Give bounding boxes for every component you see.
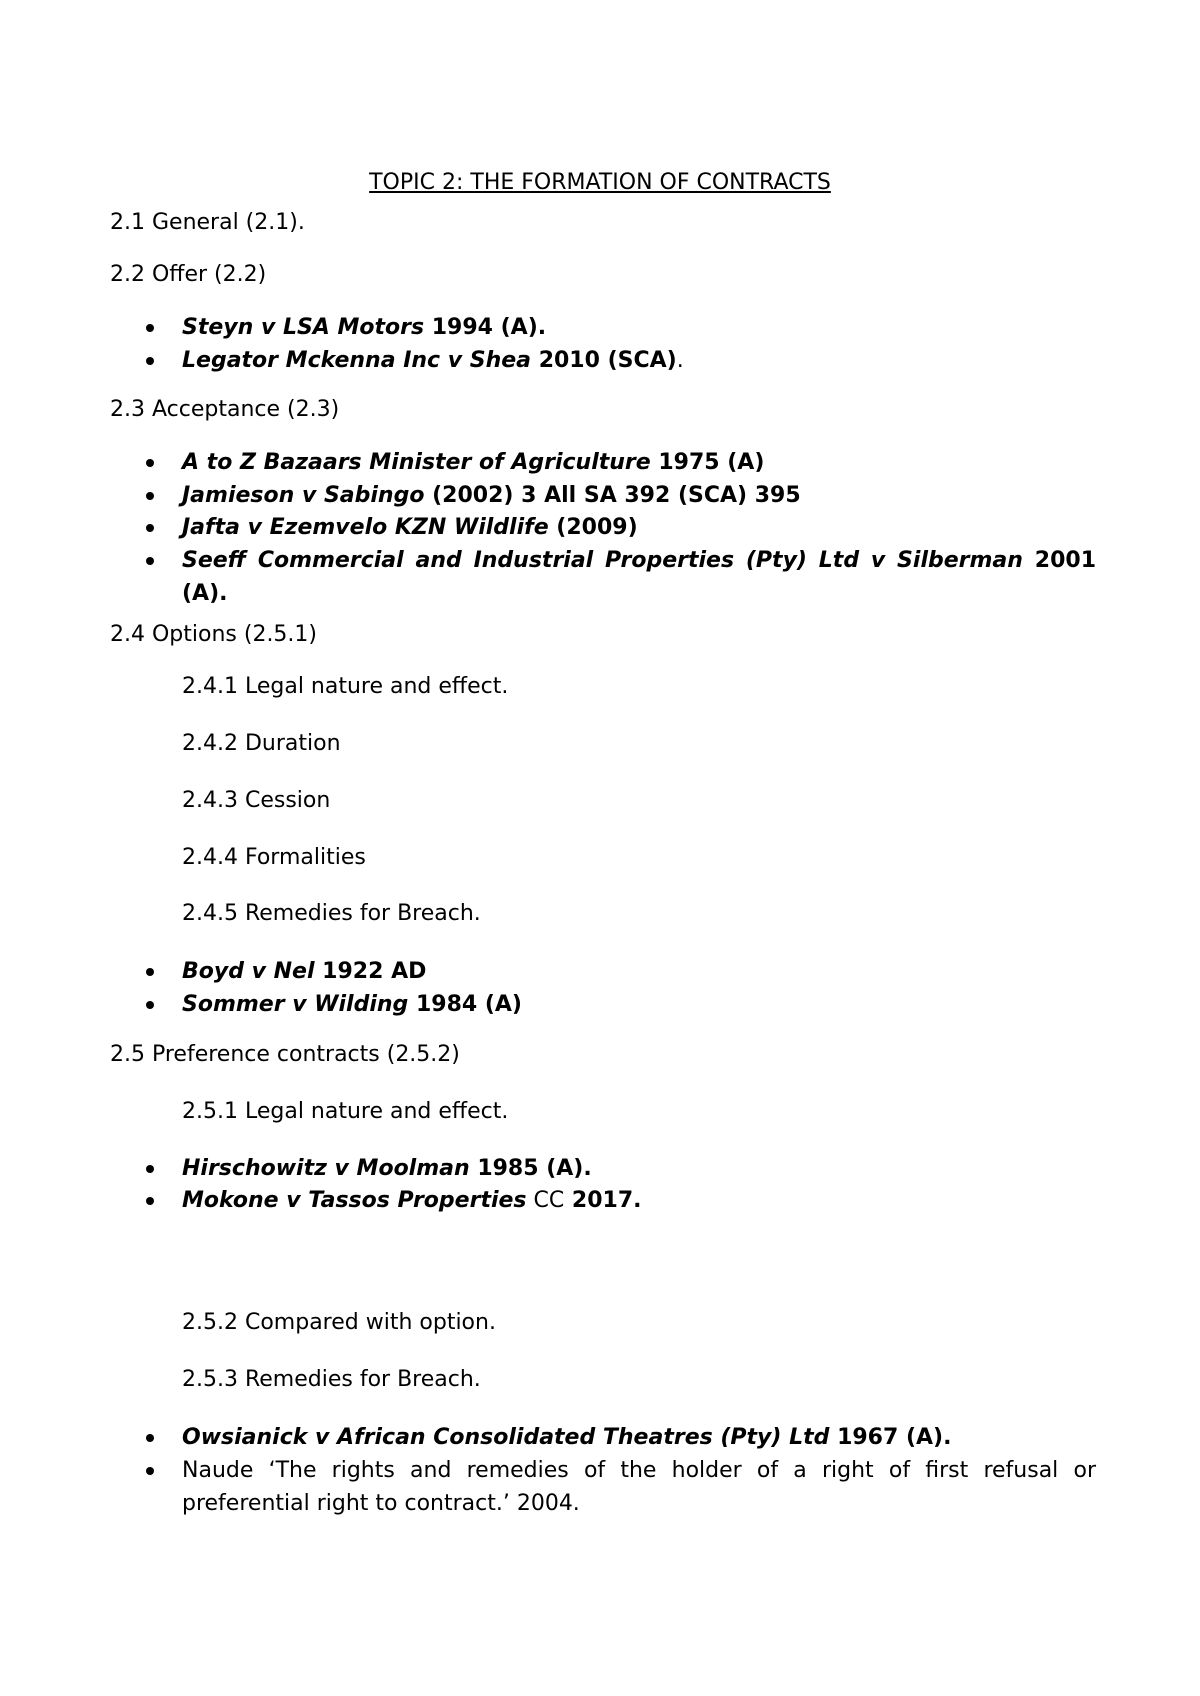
citation: 1922 AD [314,959,427,984]
citation-tail: . [676,348,684,373]
subsection-2-5-1: 2.5.1 Legal nature and effect. [182,1099,509,1124]
case-citation [182,1421,951,1454]
article-citation: Naude ‘The rights and remedies of the holder of a right of first refusal or preferential right to contract.’ 2004. [182,1458,1096,1516]
case-name: Jafta v Ezemvelo KZN Wildlife [182,515,549,540]
bullet-icon [146,459,154,467]
citation: 1975 (A) [650,450,765,475]
bullet-icon [146,1467,154,1475]
subsection-2-4-4: 2.4.4 Formalities [182,845,366,870]
case-citation [182,311,546,344]
bullet-icon [146,357,154,365]
subsection-2-5-2: 2.5.2 Compared with option. [182,1310,496,1335]
bullet-icon [146,524,154,532]
citation: 2010 (SCA) [531,348,677,373]
citation: (2002) 3 All SA 392 (SCA) 395 [424,483,801,508]
bullet-icon [146,968,154,976]
section-2-1-heading: 2.1 General (2.1). [110,210,305,235]
bullet-icon [146,1165,154,1173]
citation: 1985 (A). [469,1156,592,1181]
case-citation [182,446,764,479]
subsection-2-4-5: 2.4.5 Remedies for Breach. [182,901,481,926]
bullet-icon [146,1197,154,1205]
case-name: Sommer v Wilding [182,992,409,1017]
subsection-2-4-1: 2.4.1 Legal nature and effect. [182,674,509,699]
bullet-icon [146,492,154,500]
case-name: Jamieson v Sabingo [182,483,425,508]
citation-plain: CC [526,1188,565,1213]
case-citation [182,988,522,1021]
bullet-icon [146,324,154,332]
case-name: A to Z Bazaars Minister of Agriculture [182,450,651,475]
section-2-5-heading: 2.5 Preference contracts (2.5.2) [110,1042,460,1067]
citation: 2017. [564,1188,642,1213]
citation: (2009) [548,515,638,540]
case-name: Seeff Commercial and Industrial Properties (Pty) Ltd v Silberman [182,548,1023,573]
subsection-2-5-3: 2.5.3 Remedies for Breach. [182,1367,481,1392]
case-citation [182,511,638,544]
page-title: TOPIC 2: THE FORMATION OF CONTRACTS [369,170,831,195]
case-name: Legator Mckenna Inc v Shea [182,348,532,373]
case-name: Owsianick v African Consolidated Theatres (Pty) Ltd [182,1425,830,1450]
case-name: Boyd v Nel [182,959,315,984]
section-2-2-heading: 2.2 Offer (2.2) [110,262,267,287]
case-citation [182,544,1096,610]
case-citation [182,479,801,512]
case-citation [182,344,684,377]
case-name: Mokone v Tassos Properties [182,1188,527,1213]
bullet-icon [146,557,154,565]
citation: 2001 (A). [182,548,1097,606]
bullet-icon [146,1434,154,1442]
case-name: Hirschowitz v Moolman [182,1156,470,1181]
bullet-icon [146,1001,154,1009]
case-citation [182,955,426,988]
subsection-2-4-2: 2.4.2 Duration [182,731,341,756]
citation: 1967 (A). [829,1425,952,1450]
case-name: Steyn v LSA Motors [182,315,425,340]
section-2-3-heading: 2.3 Acceptance (2.3) [110,397,340,422]
case-citation [182,1184,641,1217]
case-citation [182,1152,592,1185]
section-2-4-heading: 2.4 Options (2.5.1) [110,622,318,647]
subsection-2-4-3: 2.4.3 Cession [182,788,331,813]
citation: 1984 (A) [408,992,522,1017]
citation: 1994 (A). [424,315,547,340]
